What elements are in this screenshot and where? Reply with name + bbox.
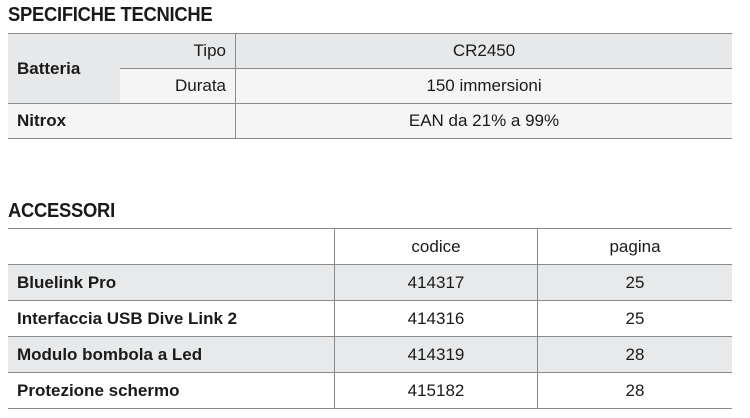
table-header-row [8,229,732,265]
table-row [8,265,732,301]
accessories-title: ACCESSORI [8,200,115,222]
accessory-code: 414317 [335,265,538,301]
table-row [8,301,732,337]
table-row [8,34,732,69]
column-header-code: codice [335,229,538,265]
accessories-table [8,228,732,409]
accessory-name: Protezione schermo [8,373,335,409]
accessory-page: 28 [538,373,733,409]
accessory-page: 25 [538,265,733,301]
specs-title: SPECIFICHE TECNICHE [8,4,213,26]
column-header-page: pagina [538,229,733,265]
accessory-page: 28 [538,337,733,373]
accessory-page: 25 [538,301,733,337]
accessory-name: Bluelink Pro [8,265,335,301]
table-row [8,337,732,373]
accessory-code: 414316 [335,301,538,337]
specs-table [8,33,732,139]
accessory-name: Interfaccia USB Dive Link 2 [8,301,335,337]
accessory-code: 415182 [335,373,538,409]
accessory-code: 414319 [335,337,538,373]
battery-label: Batteria [8,34,120,104]
table-row [8,104,732,139]
battery-duration-value: 150 immersioni [236,69,733,104]
table-row [8,373,732,409]
battery-type-label: Tipo [120,34,236,69]
nitrox-label: Nitrox [8,104,236,139]
battery-duration-label: Durata [120,69,236,104]
column-header-name [8,229,335,265]
nitrox-value: EAN da 21% a 99% [236,104,733,139]
battery-type-value: CR2450 [236,34,733,69]
accessory-name: Modulo bombola a Led [8,337,335,373]
